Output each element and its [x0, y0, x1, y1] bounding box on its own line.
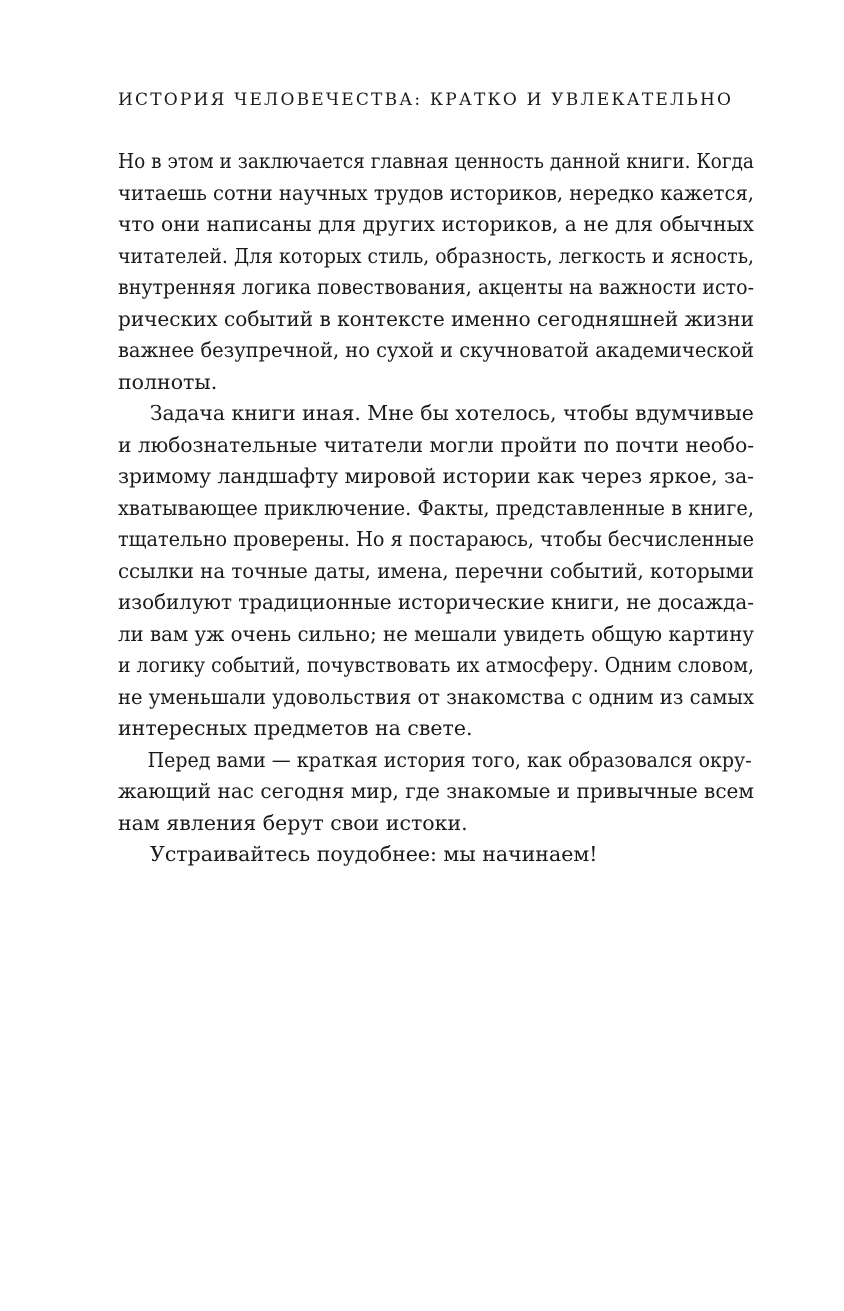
text-line: Задача книги иная. Мне бы хотелось, чтобы вдумчивые: [149, 401, 754, 425]
text-line: ли вам уж очень сильно; не мешали увидеть общую картину: [118, 621, 755, 646]
text-line: рических событий в контексте именно сегодняшней жизни: [118, 306, 755, 331]
text-line: читаешь сотни научных трудов историков, нередко кажется,: [118, 180, 755, 205]
text-line: важнее безупречной, но сухой и скучноватой академической: [118, 338, 754, 362]
text-line: хватывающее приключение. Факты, представленные в книге,: [118, 495, 754, 520]
text-line: зримому ландшафту мировой истории как через яркое, за-: [118, 464, 755, 488]
text-line: тщательно проверены. Но я постараюсь, чтобы бесчисленные: [118, 527, 755, 551]
text-line: Но в этом и заключается главная ценность данной книги. Когда: [118, 149, 754, 173]
text-line: полноты.: [118, 369, 218, 394]
paragraph-4: [118, 839, 754, 871]
paragraph-2: [118, 398, 754, 745]
body-text: [118, 146, 754, 871]
paragraph-3: [118, 745, 754, 840]
text-line: читателей. Для которых стиль, образность, легкость и ясность,: [118, 243, 754, 268]
text-line: жающий нас сегодня мир, где знакомые и привычные всем: [118, 779, 754, 803]
text-line: и логику событий, почувствовать их атмосферу. Одним словом,: [118, 653, 754, 677]
text-line: что они написаны для других историков, а не для обычных: [118, 212, 754, 236]
running-head: ИСТОРИЯ ЧЕЛОВЕЧЕСТВА: КРАТКО И УВЛЕКАТЕЛЬНО: [118, 90, 734, 110]
text-line: интересных предметов на свете.: [118, 716, 473, 740]
text-line: нам явления берут свои истоки.: [118, 810, 468, 835]
text-line: и любознательные читатели могли пройти по почти необо-: [118, 432, 755, 457]
text-line: не уменьшали удовольствия от знакомства с одним из самых: [118, 684, 755, 709]
text-line: Перед вами — краткая история того, как образовался окру-: [147, 747, 752, 772]
text-line: ссылки на точные даты, имена, перечни событий, которыми: [118, 558, 754, 583]
text-line: Устраивайтесь поудобнее: мы начинаем!: [150, 842, 598, 866]
paragraph-1: [118, 146, 754, 398]
text-line: изобилуют традиционные исторические книги, не досажда-: [118, 590, 754, 614]
text-line: внутренняя логика повествования, акценты на важности исто-: [118, 275, 755, 299]
